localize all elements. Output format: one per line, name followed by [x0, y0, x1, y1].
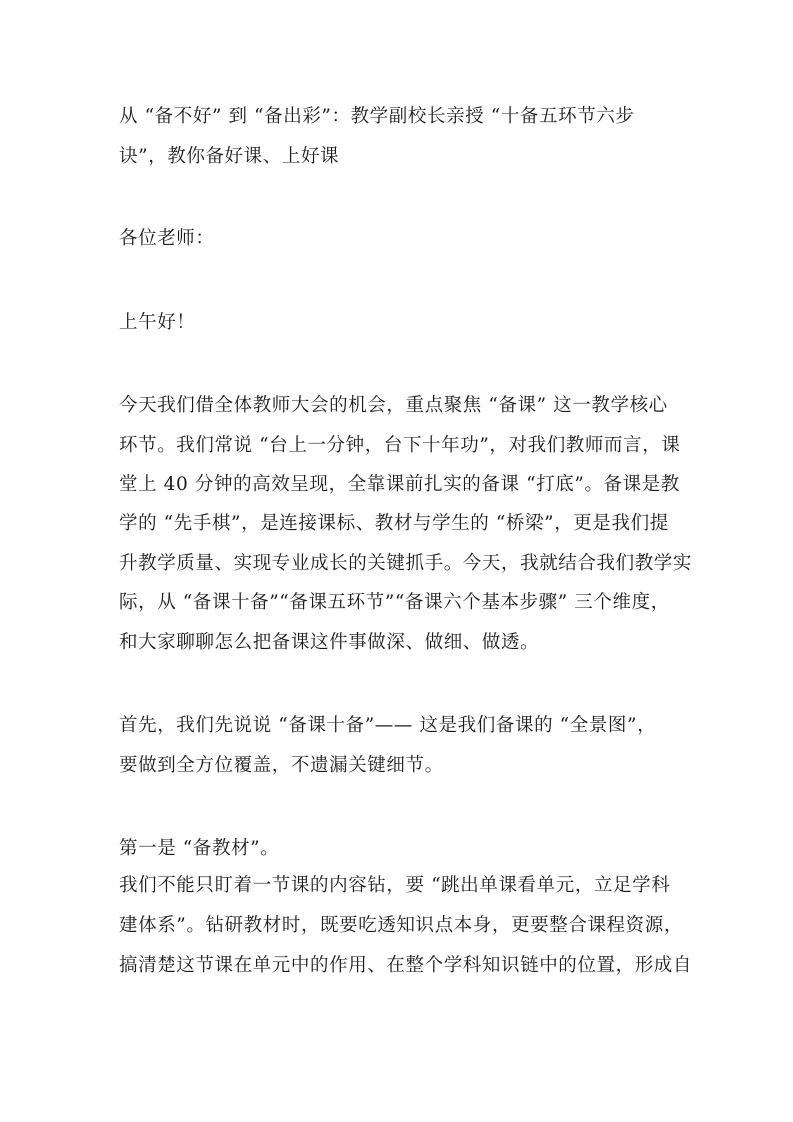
- intro-line-1: 今天我们借全体教师大会的机会，重点聚焦 “备课” 这一教学核心: [119, 395, 668, 416]
- item1-line-1: 我们不能只盯着一节课的内容钻，要 “跳出单课看单元，立足学科: [119, 875, 671, 896]
- section1-line-1: 首先，我们先说说 “备课十备”—— 这是我们备课的 “全景图”，: [119, 715, 657, 736]
- intro-line-6: 际，从 “备课十备”“备课五环节”“备课六个基本步骤” 三个维度，: [119, 592, 670, 613]
- salutation: 各位老师：: [119, 228, 215, 249]
- greeting: 上午好！: [119, 312, 196, 333]
- intro-line-5: 升教学质量、实现专业成长的关键抓手。今天，我就结合我们教学实: [119, 553, 693, 574]
- intro-line-2: 环节。我们常说 “台上一分钟，台下十年功”，对我们教师而言，课: [119, 435, 681, 456]
- intro-line-7: 和大家聊聊怎么把备课这件事做深、做细、做透。: [119, 632, 540, 653]
- intro-line-4: 学的 “先手棋”，是连接课标、教材与学生的 “桥梁”，更是我们提: [119, 513, 669, 534]
- item1-heading: 第一是 “备教材”。: [119, 838, 280, 859]
- intro-line-3: 堂上 40 分钟的高效呈现，全靠课前扎实的备课 “打底”。备课是教: [119, 474, 680, 495]
- title-line-2: 诀”，教你备好课、上好课: [119, 146, 340, 167]
- section1-line-2: 要做到全方位覆盖，不遗漏关键细节。: [119, 755, 444, 776]
- title-line-1: 从 “备不好” 到 “备出彩”：教学副校长亲授 “十备五环节六步: [119, 106, 635, 127]
- item1-line-2: 建体系”。钻研教材时，既要吃透知识点本身，更要整合课程资源，: [119, 915, 683, 936]
- item1-line-3: 搞清楚这节课在单元中的作用、在整个学科知识链中的位置，形成自: [119, 955, 693, 976]
